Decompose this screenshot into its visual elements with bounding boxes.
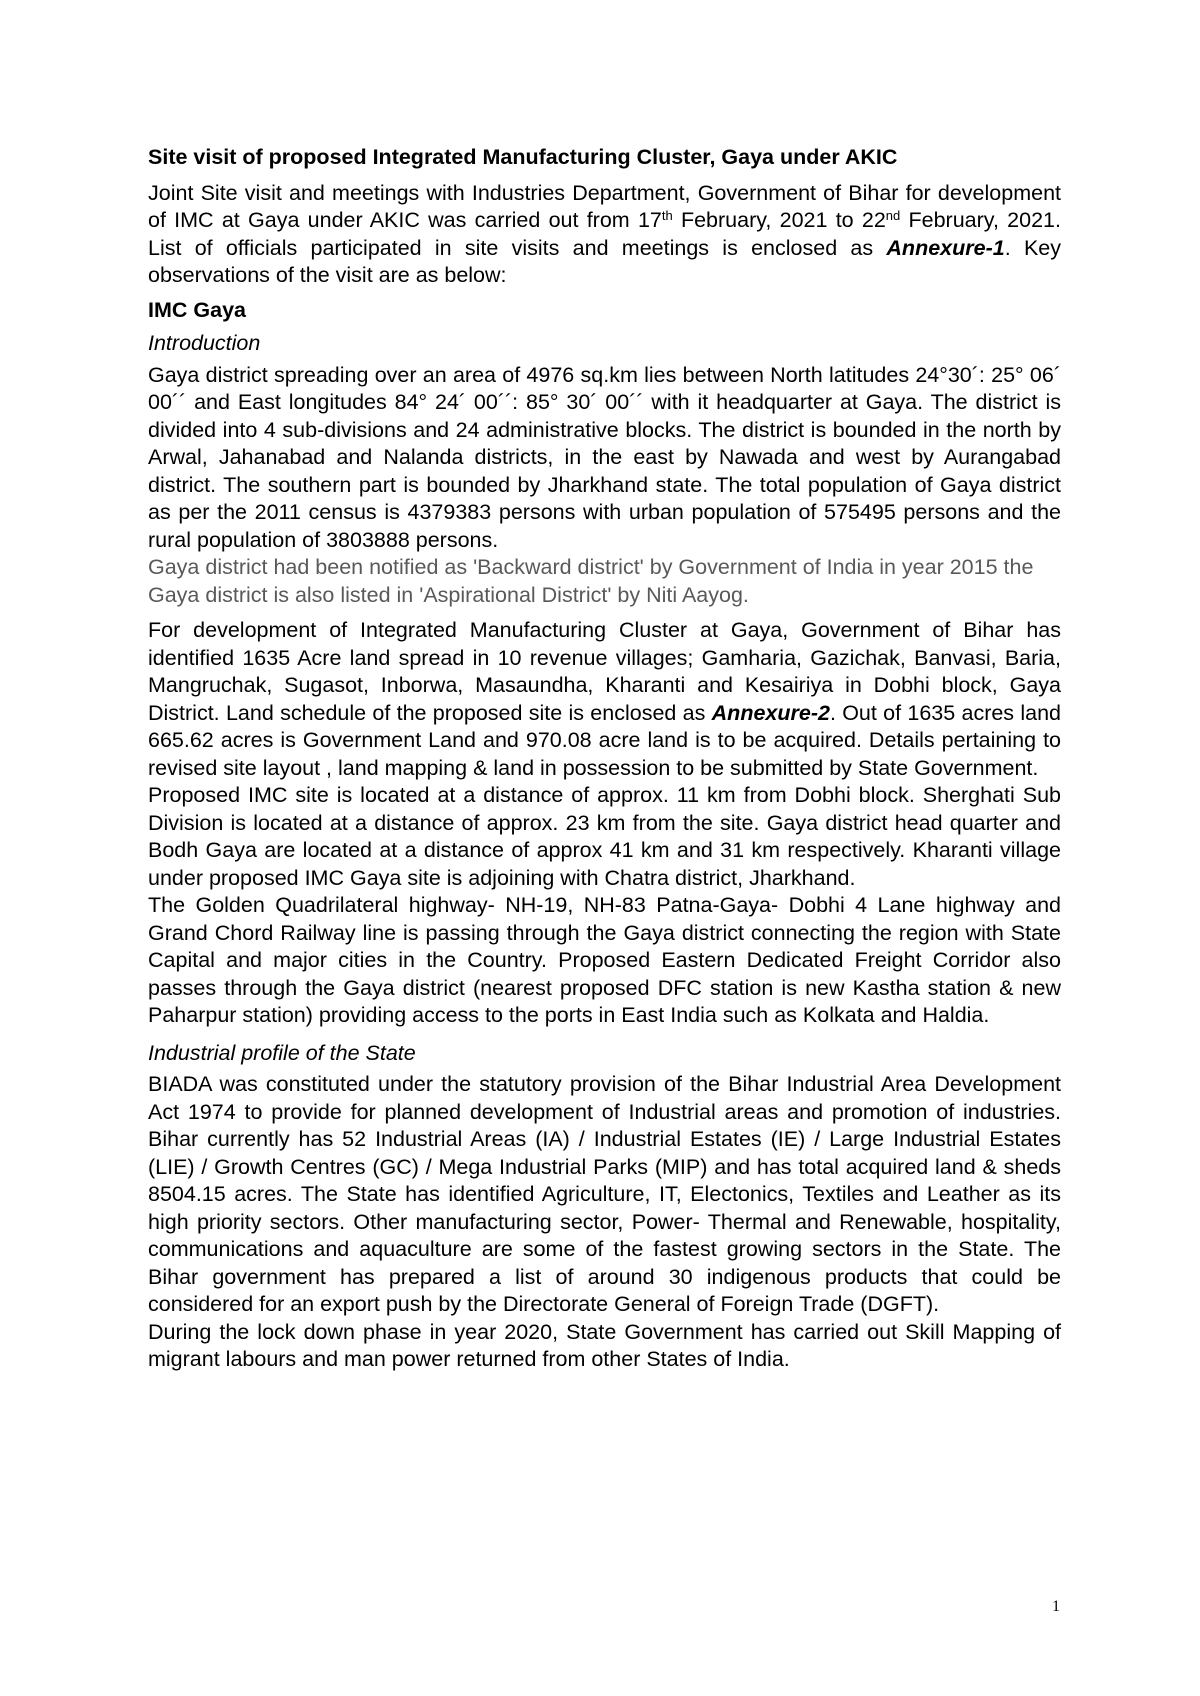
intro-text-2: February, 2021 to 22 bbox=[672, 208, 886, 232]
lockdown-paragraph: During the lock down phase in year 2020, State Government has carried out Skill Mapping of migrant labours and man power returned from other States of India. bbox=[148, 1319, 1061, 1371]
development-text-1: For development of Integrated Manufacturing Cluster at Gaya, Government of Bihar has identified 1635 Acre land spread in 10 revenue villages; Gamharia, Gazichak, Banvasi, Baria, Mangruchak, Sugasot, Inborwa, Masaundha, Kharanti and Kesairiya in Dobhi block, Gaya District. Land schedule of the proposed site is enclosed as bbox=[148, 618, 1061, 725]
annexure-2-ref: Annexure-2 bbox=[711, 700, 830, 725]
intro-text-1: Joint Site visit and meetings with Industries Department, Government of Bihar for development of IMC at Gaya under AKIC was carried out from 17 bbox=[148, 180, 1061, 232]
subheading-introduction: Introduction bbox=[148, 331, 261, 355]
development-text-2: . Out of 1635 acres land 665.62 acres is Government Land and 970.08 acre land is to be acquired. Details pertaining to revised site layout , land mapping & land in possession to be submitted by State Government. bbox=[148, 700, 1061, 780]
intro-text-3: February, 2021. List of officials participated in site visits and meetings is enclosed as bbox=[148, 208, 1061, 260]
intro-paragraph bbox=[148, 180, 1061, 290]
location-paragraph: Proposed IMC site is located at a distance of approx. 11 km from Dobhi block. Sherghati Sub Division is located at a distance of approx. 23 km from the site. Gaya district head quarter and Bodh Gaya are located at a distance of approx 41 km and 31 km respectively. Kharanti village under proposed IMC Gaya site is adjoining with Chatra district, Jharkhand. bbox=[148, 783, 1061, 890]
annexure-1-ref: Annexure-1 bbox=[886, 235, 1005, 260]
section-heading-imc-gaya: IMC Gaya bbox=[148, 297, 246, 322]
development-paragraph bbox=[148, 617, 1061, 782]
connectivity-paragraph: The Golden Quadrilateral highway- NH-19, NH-83 Patna-Gaya- Dobhi 4 Lane highway and Grand Chord Railway line is passing through the Gaya district connecting the region with State Capital and major cities in the Country. Proposed Eastern Dedicated Freight Corridor also passes through the Gaya district (nearest proposed DFC station is new Kastha station & new Paharpur station) providing access to the ports in East India such as Kolkata and Haldia. bbox=[148, 893, 1061, 1027]
intro-text-4: . Key observations of the visit are as below: bbox=[148, 235, 1061, 287]
biada-paragraph: BIADA was constituted under the statutory provision of the Bihar Industrial Area Development Act 1974 to provide for planned development of Industrial areas and promotion of industries. Bihar currently has 52 Industrial Areas (IA) / Industrial Estates (IE) / Large Industrial Estates (LIE) / Growth Centres (GC) / Mega Industrial Parks (MIP) and has total acquired land & sheds 8504.15 acres. The State has identified Agriculture, IT, Electonics, Textiles and Leather as its high priority sectors. Other manufacturing sector, Power- Thermal and Renewable, hospitality, communications and aquaculture are some of the fastest growing sectors in the State. The Bihar government has prepared a list of around 30 indigenous products that could be considered for an export push by the Directorate General of Foreign Trade (DGFT). bbox=[148, 1072, 1061, 1316]
page-content bbox=[148, 144, 1061, 1374]
document-title: Site visit of proposed Integrated Manufacturing Cluster, Gaya under AKIC bbox=[148, 145, 898, 169]
intro-sup-th: th bbox=[661, 208, 673, 223]
subheading-industrial-profile: Industrial profile of the State bbox=[148, 1040, 416, 1065]
page-number: 1 bbox=[1052, 1598, 1060, 1615]
introduction-paragraph: Gaya district spreading over an area of 4976 sq.km lies between North latitudes 24°30´: 25° 06´ 00´´ and East longitudes 84° 24´ 00´´: 85° 30´ 00´´ with it headquarter at Gaya. The district is divided into 4 sub-divisions and 24 administrative blocks. The district is bounded in the north by Arwal, Jahanabad and Nalanda districts, in the east by Nawada and west by Aurangabad district. The southern part is bounded by Jharkhand state. The total population of Gaya district as per the 2011 census is 4379383 persons with urban population of 575495 persons and the rural population of 3803888 persons. bbox=[148, 362, 1061, 552]
intro-sup-nd: nd bbox=[885, 208, 901, 223]
backward-district-note: Gaya district had been notified as 'Backward district' by Government of India in year 2015 the Gaya district is also listed in 'Aspirational District' by Niti Aayog. bbox=[148, 555, 1034, 607]
